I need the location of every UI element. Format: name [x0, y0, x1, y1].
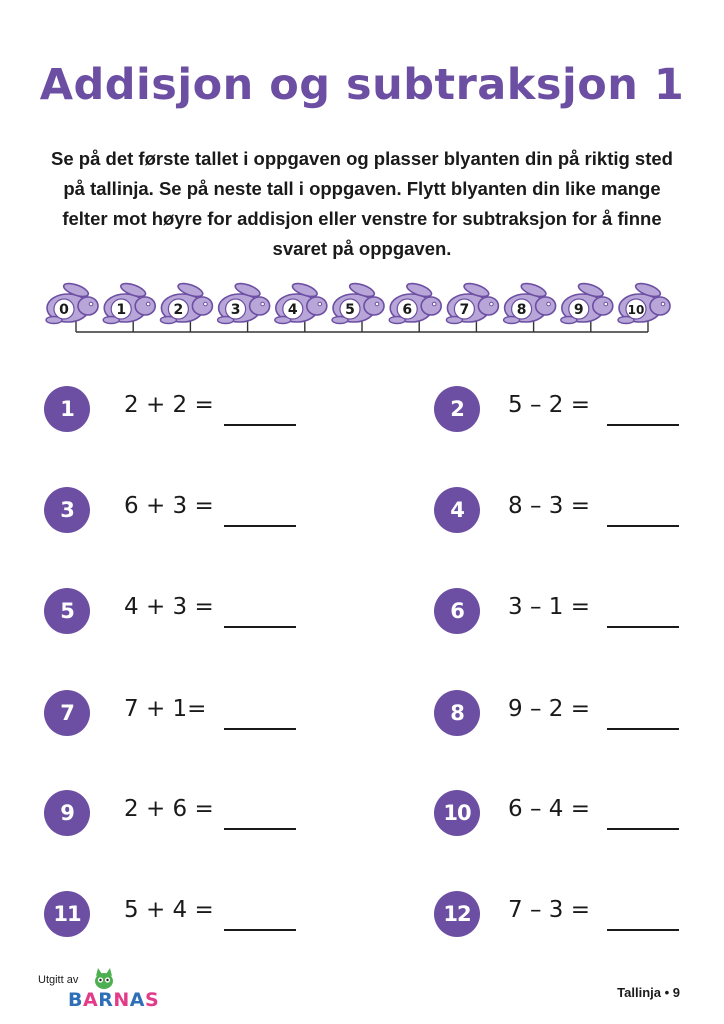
problem-equation: 7 + 1= [124, 696, 207, 722]
rabbit-icon [332, 281, 384, 332]
answer-blank[interactable] [607, 929, 679, 931]
instructions-text: Se på det første tallet i oppgaven og plasser blyanten din på riktig sted på tallinja. Se på neste tall i oppgaven. Flytt blyanten din like mange felter mot høyre for addisjon eller venstre for subtraksjon for å finne svaret på oppgaven. [51, 148, 673, 259]
problem-number-badge: 9 [44, 790, 90, 836]
number-line-label: 1 [116, 302, 127, 318]
problem-equation: 5 + 4 = [124, 897, 214, 923]
problem-item [434, 790, 724, 840]
problem-equation: 3 – 1 = [508, 594, 590, 620]
publisher-credit [38, 968, 168, 1010]
number-line-label: 2 [173, 302, 184, 318]
number-line-label: 0 [59, 302, 69, 318]
number-line-label: 7 [459, 302, 470, 318]
problem-number-badge: 4 [434, 487, 480, 533]
problem-equation: 5 – 2 = [508, 392, 590, 418]
answer-blank[interactable] [224, 525, 296, 527]
problem-item [434, 690, 724, 740]
problem-equation: 4 + 3 = [124, 594, 214, 620]
problem-equation: 6 – 4 = [508, 796, 590, 822]
problem-item [44, 790, 344, 840]
problem-item [434, 487, 724, 537]
answer-blank[interactable] [607, 728, 679, 730]
mascot-icon [95, 968, 113, 989]
problem-item [434, 386, 724, 436]
answer-blank[interactable] [607, 626, 679, 628]
rabbit-icon [504, 281, 556, 332]
problem-equation: 8 – 3 = [508, 493, 590, 519]
problem-item [44, 690, 344, 740]
answer-blank[interactable] [224, 424, 296, 426]
number-line-label: 8 [516, 302, 527, 318]
problem-number-badge: 2 [434, 386, 480, 432]
rabbit-icon [561, 281, 613, 332]
number-line-label: 5 [345, 302, 355, 318]
problem-item [44, 891, 344, 941]
page-footer-label: Tallinja • 9 [617, 985, 680, 1000]
problem-number-badge: 11 [44, 891, 90, 937]
problem-number-badge: 6 [434, 588, 480, 634]
problem-number-badge: 10 [434, 790, 480, 836]
number-line-label: 10 [627, 303, 645, 317]
rabbit-icon [275, 281, 327, 332]
problem-equation: 9 – 2 = [508, 696, 590, 722]
answer-blank[interactable] [224, 828, 296, 830]
rabbit-icon [160, 281, 212, 332]
rabbit-icon [389, 281, 441, 332]
rabbit-icon [618, 281, 670, 332]
number-line-label: 6 [402, 302, 413, 318]
number-line-label: 9 [573, 302, 584, 318]
answer-blank[interactable] [607, 424, 679, 426]
problem-item [434, 891, 724, 941]
rabbit-icon [218, 281, 270, 332]
rabbit-icon [446, 281, 498, 332]
publisher-label: Utgitt av [38, 974, 79, 986]
page-title: Addisjon og subtraksjon 1 [39, 60, 685, 110]
problem-number-badge: 5 [44, 588, 90, 634]
problem-number-badge: 3 [44, 487, 90, 533]
answer-blank[interactable] [224, 929, 296, 931]
number-line-graphic [40, 280, 690, 350]
problem-equation: 6 + 3 = [124, 493, 214, 519]
problem-item [44, 588, 344, 638]
number-line-label: 3 [230, 302, 241, 318]
rabbit-icon [46, 281, 98, 332]
number-line-label: 4 [287, 302, 298, 318]
problem-item [44, 386, 344, 436]
problem-number-badge: 7 [44, 690, 90, 736]
problem-equation: 2 + 2 = [124, 392, 214, 418]
number-line [40, 280, 690, 350]
answer-blank[interactable] [607, 525, 679, 527]
problem-number-badge: 12 [434, 891, 480, 937]
answer-blank[interactable] [224, 728, 296, 730]
problem-equation: 7 – 3 = [508, 897, 590, 923]
problem-number-badge: 8 [434, 690, 480, 736]
problem-equation: 2 + 6 = [124, 796, 214, 822]
problem-item [44, 487, 344, 537]
answer-blank[interactable] [224, 626, 296, 628]
answer-blank[interactable] [607, 828, 679, 830]
rabbit-icon [103, 281, 155, 332]
problem-item [434, 588, 724, 638]
problem-number-badge: 1 [44, 386, 90, 432]
publisher-logo-text: BARNAS [68, 989, 160, 1010]
publisher-logo [38, 968, 168, 1010]
